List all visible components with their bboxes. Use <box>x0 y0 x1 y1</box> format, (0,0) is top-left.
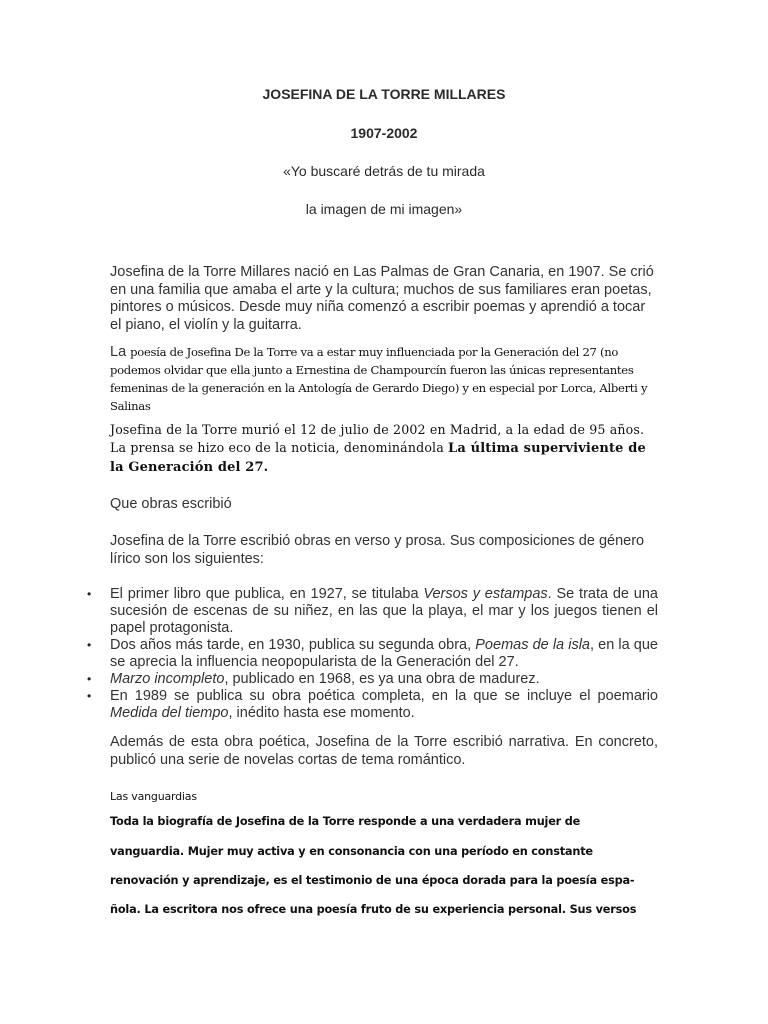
influence-text: poesía de Josefina De la Torre va a estar muy influenciada por la Generación del 27 (no podemos olvidar que ella junto a Ernestina de Champourcín fueron las únicas representantes femeninas de la generación en la Antología de Gerardo Diego) y en especial por Lorca, Alberti y Salinas <box>110 345 648 413</box>
list-item: • El primer libro que publica, en 1927, se titulaba Versos y estampas. Se trata de una sucesión de escenas de su niñez, en las que la playa, el mar y los juegos tienen el papel protagonista. <box>87 586 658 636</box>
quote-line-1: «Yo buscaré detrás de tu mirada <box>283 163 485 179</box>
vanguard-heading: Las vanguardias <box>110 790 197 803</box>
narrative-paragraph: Además de esta obra poética, Josefina de la Torre escribió narrativa. En concreto, publicó una serie de novelas cortas de tema romántico. <box>110 734 658 768</box>
death-emphasis: La última superviviente de la Generación del 27. <box>110 441 646 475</box>
bullet-icon: • <box>87 638 92 652</box>
death-paragraph <box>110 421 658 477</box>
list-item: • En 1989 se publica su obra poética completa, en la que se incluye el poemario Medida del tiempo, inédito hasta ese momento. <box>87 688 658 721</box>
bullet-icon: • <box>87 689 92 703</box>
works-intro: Josefina de la Torre escribió obras en verso y prosa. Sus composiciones de género lírico son los siguientes: <box>110 533 645 567</box>
book-title: Medida del tiempo <box>110 705 229 721</box>
list-item: • Marzo incompleto, publicado en 1968, es ya una obra de madurez. <box>87 671 540 687</box>
vanguard-line-2: vanguardia. Mujer muy activa y en consonancia con una período en constante <box>110 845 593 858</box>
death-text: Josefina de la Torre murió el 12 de julio de 2002 en Madrid, a la edad de 95 años. La prensa se hizo eco de la noticia, denominándola <box>110 422 645 455</box>
quote-line-2: la imagen de mi imagen» <box>305 201 463 217</box>
bullet-icon: • <box>87 672 92 686</box>
vanguard-line-4: ñola. La escritora nos ofrece una poesía fruto de su experiencia personal. Sus versos <box>110 903 637 916</box>
life-years: 1907-2002 <box>350 125 418 141</box>
vanguard-line-1: Toda la biografía de Josefina de la Torre responde a una verdadera mujer de <box>110 815 581 828</box>
bullet-icon: • <box>87 587 92 601</box>
book-title: Marzo incompleto <box>110 671 225 687</box>
list-item: • Dos años más tarde, en 1930, publica su segunda obra, Poemas de la isla, en la que se aprecia la influencia neopopularista de la Generación del 27. <box>87 637 658 670</box>
book-title: Versos y estampas <box>423 586 548 602</box>
works-heading: Que obras escribió <box>110 496 232 512</box>
document-title: JOSEFINA DE LA TORRE MILLARES <box>262 86 506 102</box>
works-list <box>87 586 658 722</box>
influence-paragraph <box>110 343 658 415</box>
book-title: Poemas de la isla <box>475 637 590 653</box>
intro-paragraph: Josefina de la Torre Millares nació en Las Palmas de Gran Canaria, en 1907. Se crió en una familia que amaba el arte y la cultura; muchos de sus familiares eran poetas, pintores o músicos. Desde muy niña comenzó a escribir poemas y aprendió a tocar el piano, el violín y la guitarra. <box>110 264 654 333</box>
influence-lead: La <box>110 344 131 360</box>
vanguard-line-3: renovación y aprendizaje, es el testimonio de una época dorada para la poesía espa- <box>110 874 635 887</box>
